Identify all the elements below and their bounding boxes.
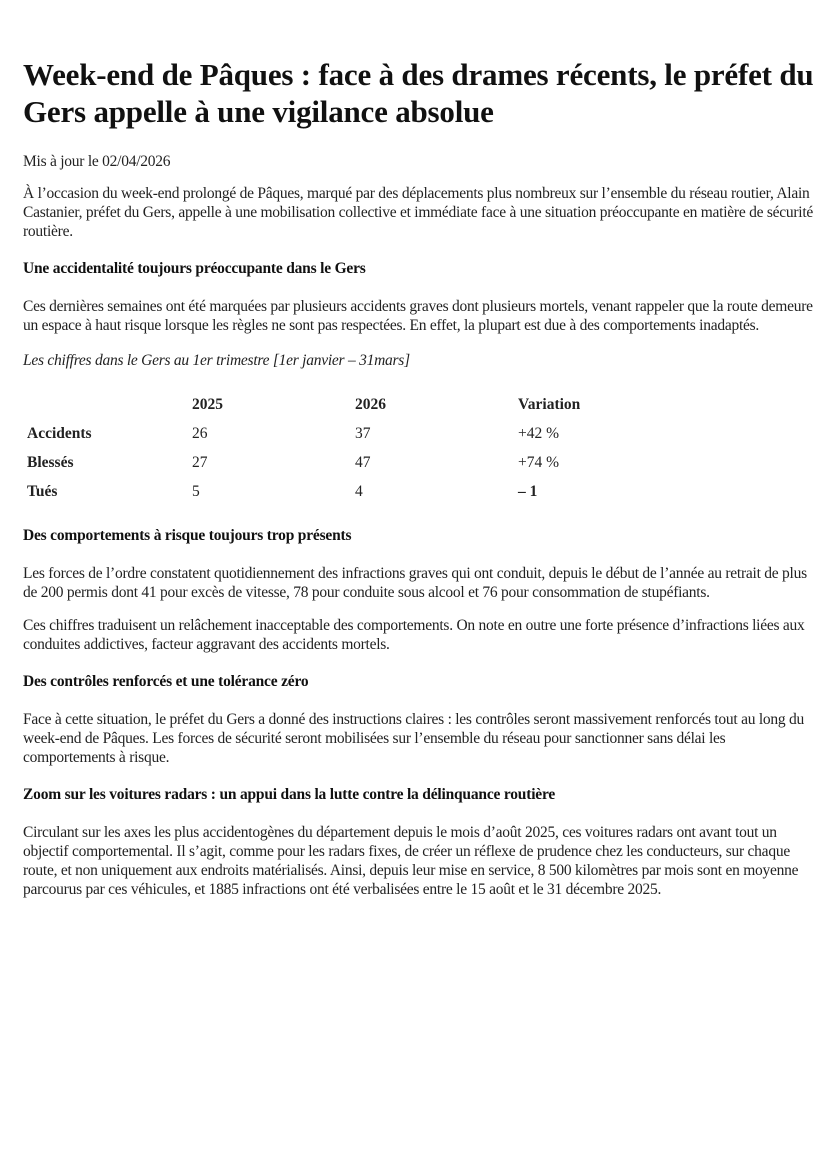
section-heading-voitures-radars: Zoom sur les voitures radars : un appui dans la lutte contre la délinquance routière	[23, 786, 556, 803]
row-label: Tués	[27, 482, 58, 500]
intro-paragraph: À l’occasion du week-end prolongé de Pâques, marqué par des déplacements plus nombreux sur l’ensemble du réseau routier, Alain Castanier, préfet du Gers, appelle à une mobilisation collective et immédiate face à une situation préoccupante en matière de sécurité routière.	[23, 185, 814, 240]
section-heading-accidentalite: Une accidentalité toujours préoccupante dans le Gers	[23, 260, 366, 277]
table-cell: +42 %	[518, 424, 560, 442]
row-label: Accidents	[27, 424, 92, 442]
table-row	[23, 419, 584, 448]
section-heading-comportements: Des comportements à risque toujours trop présents	[23, 527, 352, 544]
article-title: Week-end de Pâques : face à des drames récents, le préfet du Gers appelle à une vigilance absolue	[23, 57, 814, 129]
table-cell: 27	[192, 453, 208, 471]
row-label: Blessés	[27, 453, 74, 471]
paragraph: Face à cette situation, le préfet du Gers a donné des instructions claires : les contrôles seront massivement renforcés tout au long du week-end de Pâques. Les forces de sécurité seront mobilisées sur l’ensemble du réseau pour sanctionner sans délai les comportements à risque.	[23, 711, 805, 766]
stats-table	[23, 390, 584, 506]
paragraph: Circulant sur les axes les plus accidentogènes du département depuis le mois d’août 2025, ces voitures radars ont avant tout un objectif comportemental. Il s’agit, comme pour les radars fixes, de créer un réflexe de prudence chez les conducteurs, sur chaque route, et non uniquement aux endroits matérialisés. Ainsi, depuis leur mise en service, 8 500 kilomètres par mois sont en moyenne parcourus par ces véhicules, et 1885 infractions ont été verbalisées entre le 15 août et le 31 décembre 2025.	[23, 824, 799, 898]
table-cell: – 1	[518, 482, 538, 500]
table-row	[23, 448, 584, 477]
table-header: Variation	[518, 395, 581, 413]
table-cell: +74 %	[518, 453, 560, 471]
paragraph: Les forces de l’ordre constatent quotidiennement des infractions graves qui ont conduit, depuis le début de l’année au retrait de plus de 200 permis dont 41 pour excès de vitesse, 78 pour conduite sous alcool et 76 pour consommation de stupéfiants.	[23, 565, 807, 601]
table-cell: 4	[355, 482, 363, 500]
table-cell: 37	[355, 424, 371, 442]
table-header	[23, 390, 188, 419]
paragraph: Ces dernières semaines ont été marquées par plusieurs accidents graves dont plusieurs mortels, venant rappeler que la route demeure un espace à haut risque lorsque les règles ne sont pas respectées. En effet, la plupart est due à des comportements inadaptés.	[23, 298, 813, 334]
section-heading-controles: Des contrôles renforcés et une tolérance zéro	[23, 673, 309, 690]
table-header-row	[23, 390, 584, 419]
table-cell: 5	[192, 482, 200, 500]
table-caption: Les chiffres dans le Gers au 1er trimestre [1er janvier – 31mars]	[23, 352, 410, 369]
table-cell: 26	[192, 424, 208, 442]
table-cell: 47	[355, 453, 371, 471]
update-date: Mis à jour le 02/04/2026	[23, 153, 171, 170]
paragraph: Ces chiffres traduisent un relâchement inacceptable des comportements. On note en outre une forte présence d’infractions liées aux conduites addictives, facteur aggravant des accidents mortels.	[23, 617, 805, 653]
table-row	[23, 477, 584, 506]
article	[23, 56, 818, 913]
table-header: 2026	[355, 395, 386, 413]
table-header: 2025	[192, 395, 223, 413]
